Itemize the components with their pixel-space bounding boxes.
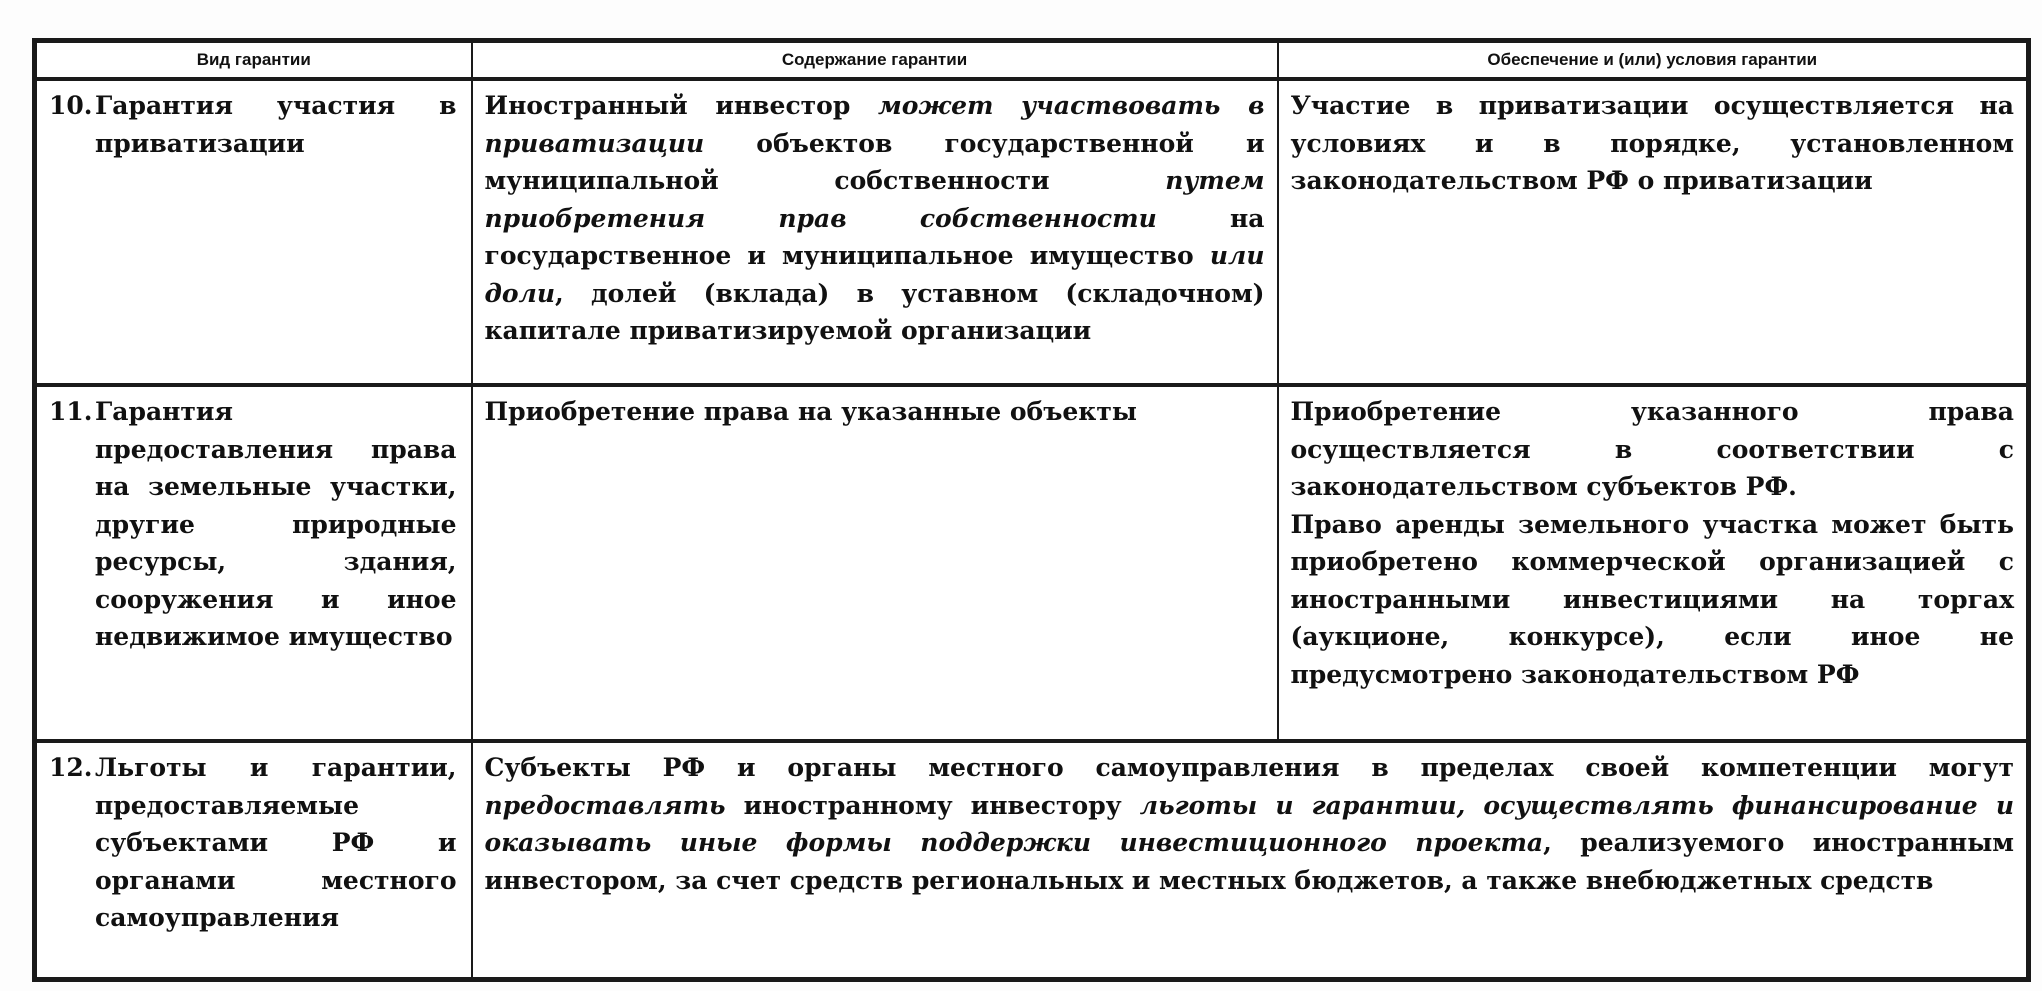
emphasis-text: может участвовать в приватизации bbox=[484, 91, 1265, 158]
header-content: Содержание гарантии bbox=[472, 41, 1278, 80]
body-text: объектов государственной и муниципальной собственности bbox=[484, 128, 1265, 195]
cell-kind bbox=[35, 79, 472, 385]
table-header-row bbox=[35, 41, 2029, 80]
body-text: , долей (вклада) в уставном (складочном) капитале приватизируемой организации bbox=[484, 278, 1265, 345]
row-number: 11. bbox=[49, 397, 93, 426]
cell-content-merged bbox=[472, 741, 2029, 980]
cell-kind bbox=[35, 385, 472, 741]
body-text: на государственное и муниципальное имущество bbox=[484, 203, 1265, 270]
table-row bbox=[35, 79, 2029, 385]
emphasis-text: или доли bbox=[484, 241, 1265, 308]
body-text: , реализуемого иностранным инвестором, за счет средств региональных и местных бюджетов, а также внебюджетных средств bbox=[484, 828, 2014, 895]
kind-text: Гарантия участия в приватизации bbox=[95, 91, 457, 158]
cell-content bbox=[472, 385, 1278, 741]
body-text: Приобретение права на указанные объекты bbox=[484, 397, 1137, 426]
provision-paragraph: Приобретение указанного права осуществляется в соответствии с законодательством субъектов РФ. bbox=[1290, 397, 2014, 501]
table-row bbox=[35, 741, 2029, 980]
kind-text: Льготы и гарантии, предоставляемые субъектами РФ и органами местного самоуправления bbox=[95, 753, 457, 932]
emphasis-text: льготы и гарантии, осуществлять финансирование и оказывать иные формы поддержки инвестиционного проекта bbox=[484, 790, 2014, 857]
body-text: Субъекты РФ и органы местного самоуправления в пределах своей компетенции могут bbox=[484, 753, 2014, 782]
provision-paragraph: Право аренды земельного участка может быть приобретено коммерческой организацией с иностранными инвестициями на торгах (аукционе, конкурсе), если иное не предусмотрено законодательством РФ bbox=[1290, 509, 2014, 689]
header-kind: Вид гарантии bbox=[35, 41, 472, 80]
guarantees-table bbox=[32, 38, 2031, 982]
table-row bbox=[35, 385, 2029, 741]
body-text: иностранному инвестору bbox=[725, 790, 1140, 820]
body-text: Иностранный инвестор bbox=[484, 91, 878, 120]
cell-provision bbox=[1278, 79, 2029, 385]
kind-text: Гарантия предоставления права на земельные участки, другие природные ресурсы, здания, сооружения и иное недвижимое имущество bbox=[95, 397, 457, 651]
emphasis-text: путем приобретения прав собственности bbox=[484, 166, 1265, 233]
cell-content bbox=[472, 79, 1278, 385]
provision-paragraph: Участие в приватизации осуществляется на условиях и в порядке, установленном законодательством РФ о приватизации bbox=[1290, 91, 2014, 195]
row-number: 12. bbox=[49, 753, 93, 782]
emphasis-text: предоставлять bbox=[484, 790, 726, 820]
header-provision: Обеспечение и (или) условия гарантии bbox=[1278, 41, 2029, 80]
cell-kind bbox=[35, 741, 472, 980]
row-number: 10. bbox=[49, 91, 93, 120]
cell-provision bbox=[1278, 385, 2029, 741]
